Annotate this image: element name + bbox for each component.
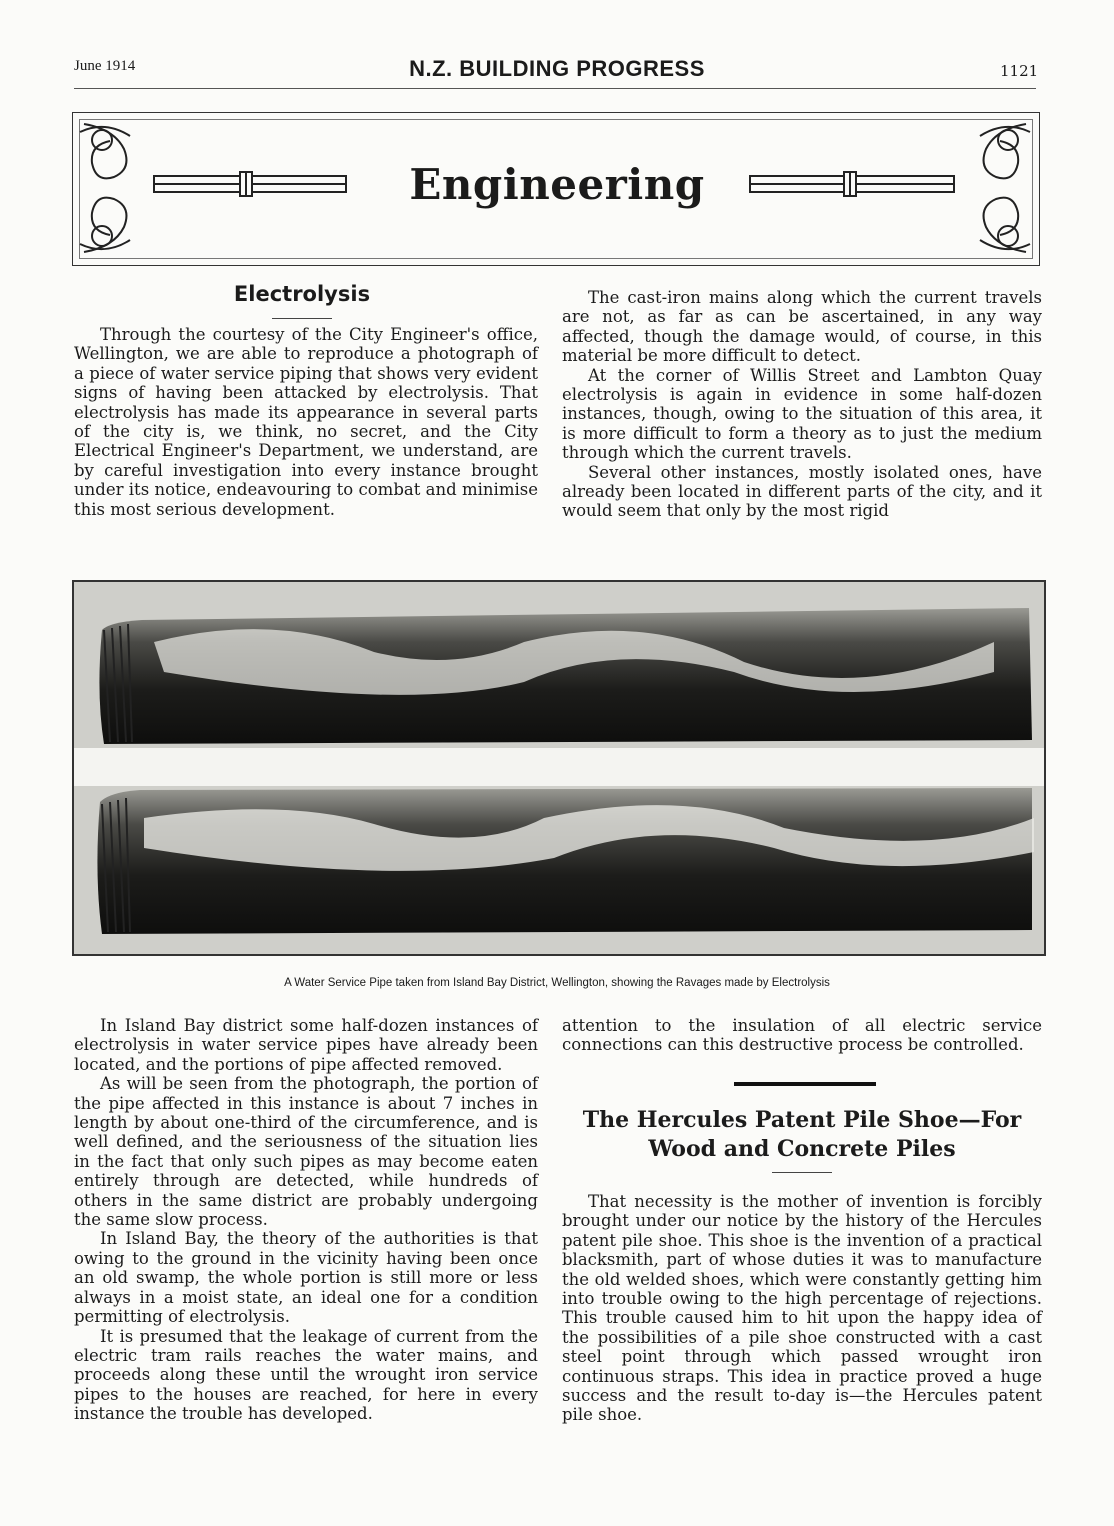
article-separator <box>734 1082 876 1086</box>
paragraph: Through the courtesy of the City Engineer's office, Wellington, we are able to reproduce a photograph of a piece of water service piping that shows very evident signs of having been attacked by electrolysis. That electrolysis has made its appearance in several parts of the city is, we think, no secret, and the City Electrical Engineer's Department, we understand, are by careful investigation into every instance brought under its notice, endeavouring to combat and minimise this most serious development. <box>74 325 538 519</box>
paragraph: Several other instances, mostly isolated ones, have already been located in different parts of the city, and it would seem that only by the most rigid <box>562 462 1042 521</box>
pipe-photograph <box>72 580 1046 956</box>
paragraph: At the corner of Willis Street and Lambton Quay electrolysis is again in evidence in some half-dozen instances, though, owing to the situation of this area, it is more difficult to form a theory as to just the medium through which the current travels. <box>562 365 1042 463</box>
header-rule <box>74 88 1036 89</box>
header-date: June 1914 <box>74 58 136 74</box>
title-rule <box>272 318 332 319</box>
article-column-1 <box>74 325 538 519</box>
title-line-2: Wood and Concrete Piles <box>648 1136 956 1162</box>
article-column-2 <box>562 288 1042 521</box>
article-title: Electrolysis <box>233 282 371 306</box>
article-column-4 <box>562 1016 1042 1055</box>
photo-caption: A Water Service Pipe taken from Island Bay District, Wellington, showing the Ravages made by Electrolysis <box>284 977 830 989</box>
article-2-title <box>556 1106 1048 1164</box>
title-rule <box>772 1172 832 1173</box>
paragraph: As will be seen from the photograph, the portion of the pipe affected in this instance is about 7 inches in length by about one-third of the circumference, and is well defined, and the seriousness of the situation lies in the fact that only such pipes as may become eaten entirely through are detected, while hundreds of others in the same district are probably undergoing the same slow process. <box>74 1074 538 1230</box>
corroded-pipe-image <box>74 582 1044 954</box>
publication-title: N.Z. BUILDING PROGRESS <box>409 56 705 81</box>
paragraph: It is presumed that the leakage of current from the electric tram rails reaches the water mains, and proceeds along these until the wrought iron service pipes to the houses are reached, for here in every instance the trouble has developed. <box>74 1326 538 1424</box>
paragraph: In Island Bay district some half-dozen instances of electrolysis in water service pipes have already been located, and the portions of pipe affected removed. <box>74 1016 538 1074</box>
paragraph: attention to the insulation of all electric service connections can this destructive process be controlled. <box>562 1016 1042 1055</box>
section-title: Engineering <box>409 160 705 209</box>
article-2-body <box>562 1192 1042 1425</box>
paragraph: That necessity is the mother of invention is forcibly brought under our notice by the history of the Hercules patent pile shoe. This shoe is the invention of a practical blacksmith, part of whose duties it was to manufacture the old welded shoes, which were constantly getting him into trouble owing to the high percentage of rejections. This trouble caused him to hit upon the happy idea of the possibilities of a pile shoe constructed with a cast steel point through which passed wrought iron continuous straps. This idea in practice proved a huge success and the result to-day is—the Hercules patent pile shoe. <box>562 1192 1042 1425</box>
paragraph: The cast-iron mains along which the current travels are not, as far as can be ascertained, in any way affected, though the damage would, of course, in this material be more difficult to detect. <box>562 288 1042 366</box>
title-line-1: The Hercules Patent Pile Shoe—For <box>582 1107 1022 1133</box>
paragraph: In Island Bay, the theory of the authorities is that owing to the ground in the vicinity having been once an old swamp, the whole portion is still more or less always in a moist state, an ideal one for a condition permitting of electrolysis. <box>74 1229 538 1327</box>
page-number: 1121 <box>1000 62 1039 80</box>
article-column-3 <box>74 1016 538 1424</box>
